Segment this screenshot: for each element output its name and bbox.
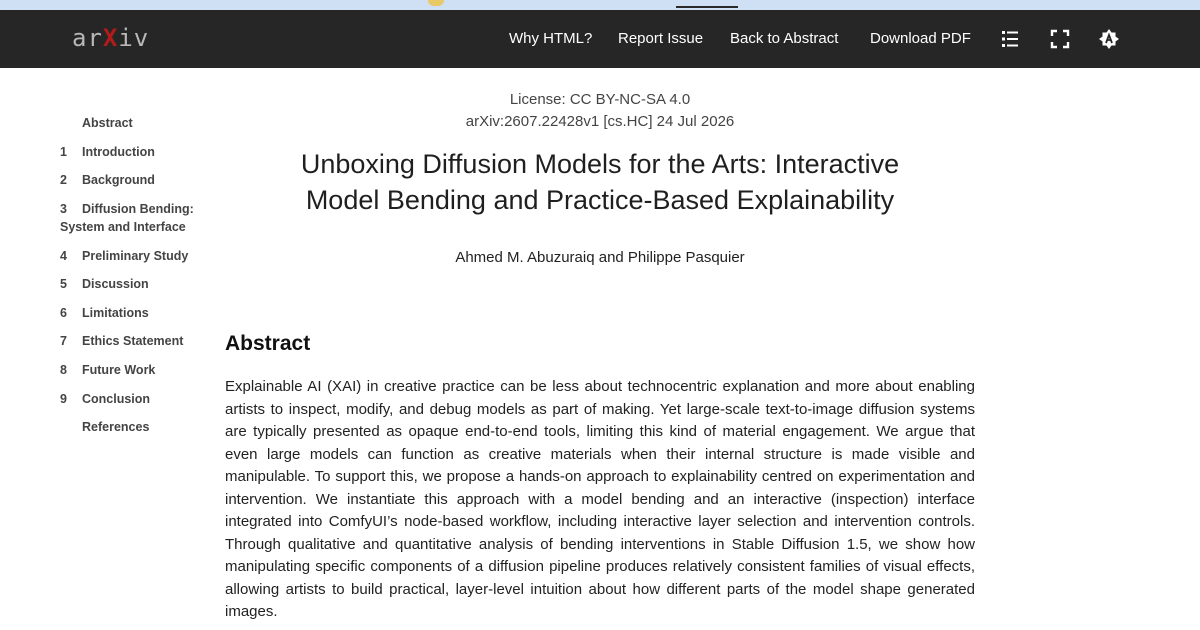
toc-item-references[interactable] xyxy=(60,418,210,436)
toc-item-discussion[interactable] xyxy=(60,275,210,293)
toc-label: Abstract xyxy=(82,116,133,130)
toc-label: Limitations xyxy=(82,306,149,320)
license-text: License: CC BY-NC-SA 4.0 xyxy=(509,91,691,108)
why-html-link[interactable]: Why HTML? xyxy=(509,30,593,47)
toc-item-diffusion-bending[interactable] xyxy=(60,200,210,236)
toc-num: 2 xyxy=(60,173,67,187)
back-to-abstract-link[interactable]: Back to Abstract xyxy=(730,30,839,47)
toc-num: 7 xyxy=(60,334,67,348)
logo-suffix: iv xyxy=(118,24,150,52)
browser-top-strip xyxy=(0,0,1200,10)
abstract-heading: Abstract xyxy=(225,332,311,355)
paper-authors: Ahmed M. Abuzuraiq and Philippe Pasquier xyxy=(455,249,745,266)
theme-toggle-icon[interactable] xyxy=(1098,28,1120,50)
toc-item-limitations[interactable] xyxy=(60,304,210,322)
header-navbar xyxy=(0,10,1200,68)
toc-item-background[interactable] xyxy=(60,171,210,189)
toc-label: Future Work xyxy=(82,363,156,377)
toc-item-introduction[interactable] xyxy=(60,143,210,161)
toc-label: Ethics Statement xyxy=(82,334,184,348)
toc-label: Conclusion xyxy=(82,392,151,406)
toc-label: References xyxy=(82,420,150,434)
toc-num: 6 xyxy=(60,306,67,320)
toc-num: 4 xyxy=(60,249,67,263)
toc-num: 8 xyxy=(60,363,67,377)
logo-prefix: ar xyxy=(72,24,103,52)
logo-x: X xyxy=(102,24,119,52)
arxiv-identifier: arXiv:2607.22428v1 [cs.HC] 24 Jul 2026 xyxy=(465,113,735,130)
toc-item-ethics-statement[interactable] xyxy=(60,332,210,350)
toc-label: Background xyxy=(82,173,155,187)
address-underline xyxy=(676,6,738,8)
toc-num: 5 xyxy=(60,277,67,291)
toc-label: Discussion xyxy=(82,277,149,291)
toc-item-future-work[interactable] xyxy=(60,361,210,379)
abstract-text: Explainable AI (XAI) in creative practice can be less about technocentric explanation and more about enabling artists to inspect, modify, and debug models as part of making. Yet large-scale text-to-image diffusion systems are typically presented as opaque end-to-end tools, limiting this kind of material engagement. We argue that even large models can function as creative materials when their internal structure is made visible and manipulable. To support this, we propose a hands-on approach to explainability centred on experimentation and intervention. We instantiate this approach with a model bending and an interactive (inspection) interface integrated into ComfyUI’s node-based workflow, including interactive layer selection and intervention controls. Through qualitative and quantitative analysis of bending interventions in Stable Diffusion 1.5, we show how manipulating specific components of a diffusion pipeline produces relatively consistent families of visual effects, allowing artists to build practical, layer-level intuition about how different parts of the model shape generated images. xyxy=(225,378,975,620)
tab-favicon xyxy=(428,0,444,6)
download-pdf-link[interactable]: Download PDF xyxy=(870,30,971,47)
toc-label-continued: System and Interface xyxy=(60,220,186,234)
arxiv-logo[interactable] xyxy=(72,24,149,52)
toc-item-conclusion[interactable] xyxy=(60,390,210,408)
toc-num: 3 xyxy=(60,202,67,216)
toc-label: Introduction xyxy=(82,145,155,159)
report-issue-link[interactable]: Report Issue xyxy=(618,30,704,47)
fullscreen-icon[interactable] xyxy=(1049,28,1071,50)
toc-num: 9 xyxy=(60,392,67,406)
list-icon[interactable] xyxy=(999,28,1021,50)
toc-num: 1 xyxy=(60,145,67,159)
toc-label: Diffusion Bending: xyxy=(82,202,194,216)
toc-label: Preliminary Study xyxy=(82,249,189,263)
paper-title: Unboxing Diffusion Models for the Arts: Interactive Model Bending and Practice-Based Explainability xyxy=(300,149,900,215)
